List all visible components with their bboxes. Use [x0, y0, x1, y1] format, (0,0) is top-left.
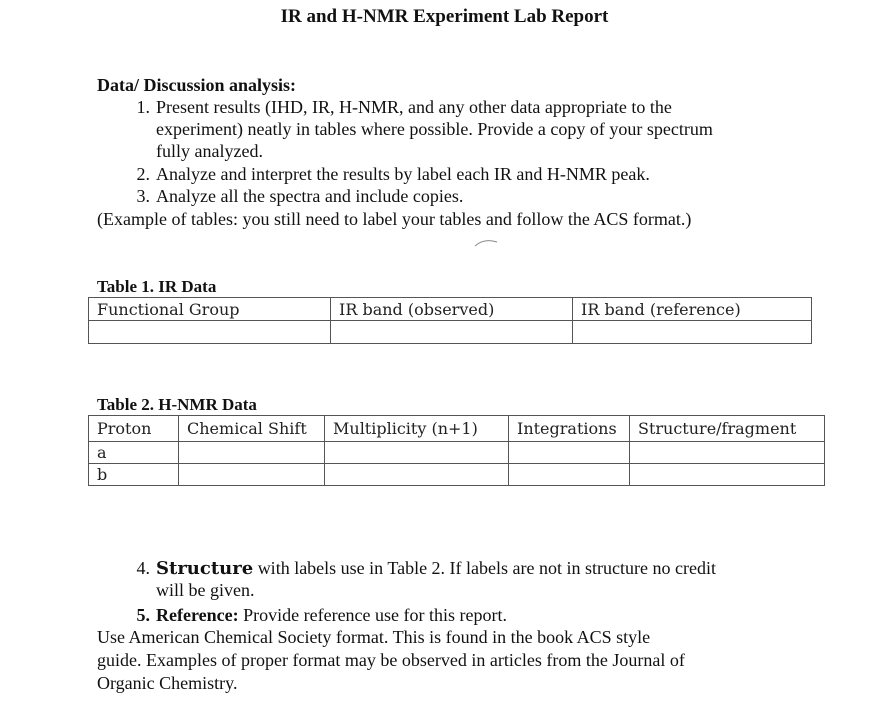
table-cell: [630, 442, 825, 464]
list-item: [128, 185, 828, 207]
list-text-line: Analyze and interpret the results by label each IR and H-NMR peak.: [156, 164, 650, 184]
table-header-cell: IR band (observed): [331, 298, 573, 321]
reference-label: Reference:: [156, 605, 239, 625]
list-item: [128, 163, 828, 185]
table-cell: [509, 464, 630, 486]
table-cell: [179, 464, 325, 486]
list-text-segment: Provide reference use for this report.: [238, 605, 508, 625]
list-text-segment: with labels use in Table 2. If labels are not in structure no credit: [253, 558, 716, 578]
list-number: 1.: [136, 97, 150, 117]
stray-mark: [474, 236, 498, 248]
example-note: (Example of tables: you still need to label your tables and follow the ACS format.): [97, 209, 692, 229]
list-item: [128, 604, 868, 626]
table-cell: [89, 321, 331, 344]
table-header-row: [89, 298, 812, 321]
list-number: 4.: [136, 558, 150, 578]
table-header-cell: Multiplicity (n+1): [325, 416, 509, 442]
table-header-cell: Functional Group: [89, 298, 331, 321]
list-item: [128, 557, 868, 601]
table-row: [89, 321, 812, 344]
acs-line: guide. Examples of proper format may be observed in articles from the Journal of: [97, 650, 685, 670]
list-text-line: fully analyzed.: [156, 141, 263, 161]
table-cell: [179, 442, 325, 464]
list-text-line: Present results (IHD, IR, H-NMR, and any other data appropriate to the: [156, 97, 672, 117]
table-header-cell: IR band (reference): [573, 298, 812, 321]
discussion-heading: Data/ Discussion analysis:: [97, 75, 297, 95]
list-number: 5.: [136, 605, 150, 625]
table-header-cell: Integrations: [509, 416, 630, 442]
report-title: IR and H-NMR Experiment Lab Report: [280, 6, 609, 27]
list-item: [128, 96, 828, 162]
list-text-line: [156, 604, 507, 626]
table-header-cell: Structure/fragment: [630, 416, 825, 442]
table-cell: a: [89, 442, 179, 464]
table-header-cell: Chemical Shift: [179, 416, 325, 442]
list-number: 3.: [136, 186, 150, 206]
table-row: [89, 464, 825, 486]
table1-caption: Table 1. IR Data: [97, 277, 217, 296]
table-cell: b: [89, 464, 179, 486]
table-cell: [573, 321, 812, 344]
list-text-line: Analyze all the spectra and include copies.: [156, 186, 464, 206]
table-cell: [509, 442, 630, 464]
table-header-row: [89, 416, 825, 442]
list-text-line: experiment) neatly in tables where possible. Provide a copy of your spectrum: [156, 119, 713, 139]
table-cell: [325, 442, 509, 464]
table2-caption: Table 2. H-NMR Data: [97, 395, 257, 414]
acs-line: Use American Chemical Society format. This is found in the book ACS style: [97, 627, 651, 647]
list-text-line: [156, 557, 716, 580]
list-text-line: will be given.: [156, 580, 255, 600]
hnmr-data-table: [88, 415, 825, 486]
acs-line: Organic Chemistry.: [97, 673, 238, 693]
table-header-cell: Proton: [89, 416, 179, 442]
structure-label: Structure: [156, 558, 254, 579]
table-row: [89, 442, 825, 464]
list-number: 2.: [136, 164, 150, 184]
table-cell: [331, 321, 573, 344]
table-cell: [630, 464, 825, 486]
ir-data-table: [88, 297, 812, 344]
table-cell: [325, 464, 509, 486]
